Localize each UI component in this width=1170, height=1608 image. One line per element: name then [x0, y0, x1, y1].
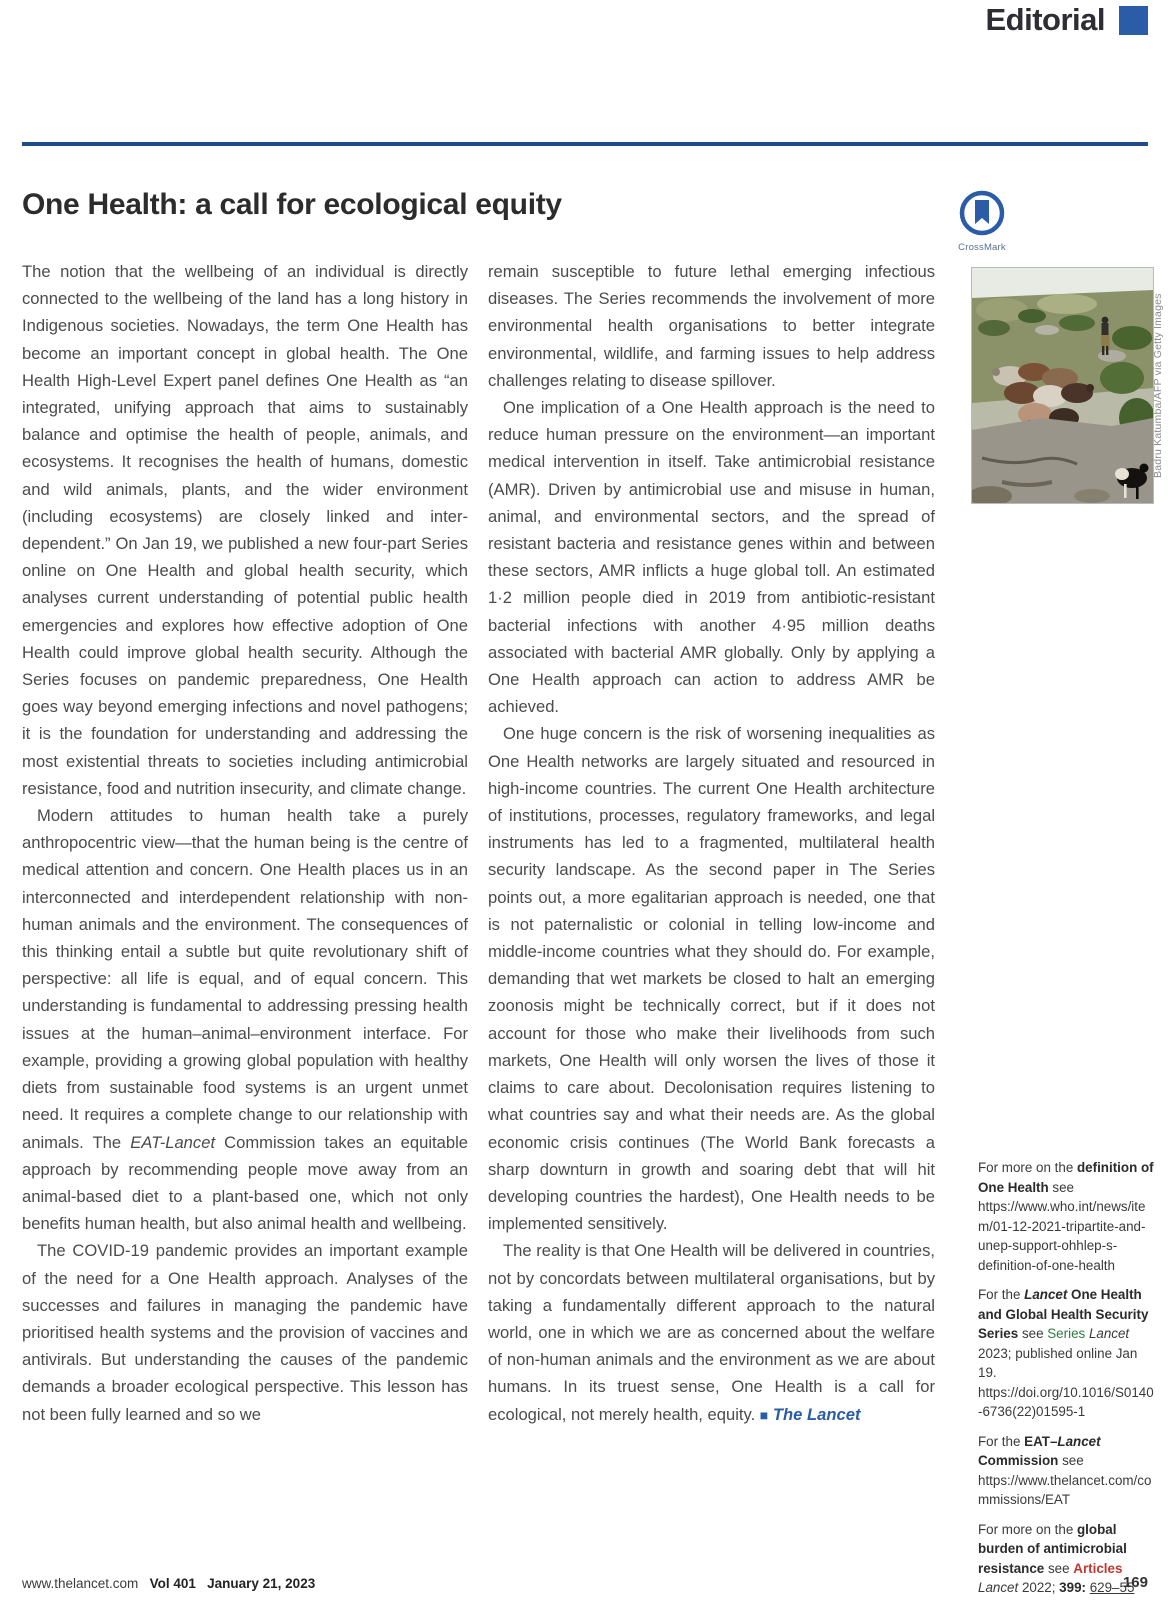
- lancet-signature: The Lancet: [772, 1404, 861, 1424]
- footer-journal-info: [22, 1576, 315, 1591]
- article-photo: [972, 268, 1153, 503]
- paragraph: [22, 802, 468, 1237]
- text-segment: The notion that the wellbeing of an individual is directly connected to the wellbeing of the land has a long history in Indigenous societies. Nowadays, the term One Health has become an important concept in global health. The One Health High-Level Expert panel defines One Health as “an integrated, unifying approach that aims to sustainably balance and optimise the health of people, animals, and ecosystems. It recognises the health of humans, domestic and wild animals, plants, and the wider environment (including ecosystems) are closely linked and inter-dependent.” On Jan 19, we published a new four-part Series online on One Health and global health security, which analyses current understanding of potential public health emergencies and explores how effective adoption of One Health could improve global health security. Although the Series focuses on pandemic preparedness, One Health goes way beyond emerging infections and novel pathogens; it is the foundation for understanding and addressing the most existential threats to societies including antimicrobial resistance, food and nutrition insecurity, and climate change.: [22, 262, 468, 798]
- crossmark-badge[interactable]: [952, 190, 1012, 253]
- text-segment: Modern attitudes to human health take a purely anthropocentric view—that the human being is the centre of medical attention and concern. One Health places us in an interconnected and interdependent relationship with non-human animals and the environment. The consequences of this thinking entail a subtle but quite revolutionary shift of perspective: all life is equal, and of equal concern. This understanding is fundamental to addressing pressing health issues at the human–animal–environment interface. For example, providing a growing global population with healthy diets from sustainable food systems is an urgent unmet need. It requires a complete change to our relationship with animals. The: [22, 806, 468, 1152]
- text-segment: Commission takes an equitable approach by recommending people move away from an animal-based diet to a plant-based one, which not only benefits human health, but also animal health and wellbeing.: [22, 1132, 468, 1234]
- text-segment: see https://www.thelancet.com/commissions/EAT: [978, 1453, 1152, 1507]
- section-header: [985, 2, 1148, 38]
- text-segment: One huge concern is the risk of worsening inequalities as One Health networks are largely situated and resourced in high-income countries. The current One Health architecture of institutions, processes, regulatory frameworks, and legal instruments has led to a fragmented, multilateral health security landscape. As the second paper in The Series points out, a more egalitarian approach is needed, one that is not paternalistic or colonial in telling low-income and middle-income countries what they should do. For example, demanding that wet markets be closed to halt an emerging zoonosis might be technically correct, but if it does not account for those who make their livelihoods from such markets, One Health will only worsen the lives of those it claims to care about. Decolonisation requires listening to what countries say and what their needs are. As the global economic crisis continues (The World Bank forecasts a sharp downturn in growth and soaring debt that will hit developing countries the hardest), One Health needs to be implemented sensitively.: [488, 724, 935, 1234]
- paragraph: [22, 258, 468, 802]
- text-segment: definition of One Health: [978, 1160, 1154, 1195]
- text-segment: see: [1044, 1560, 1074, 1576]
- page-number: 169: [1122, 1574, 1148, 1591]
- margin-note-eat-commission: [978, 1432, 1155, 1510]
- text-segment: 399:: [1059, 1580, 1086, 1595]
- text-segment: Lancet: [1024, 1287, 1068, 1302]
- text-segment: The reality is that One Health will be delivered in countries, not by concordats between multilateral organisations, but by taking a fundamentally different approach to the natural world, one in which we are as concerned about the welfare of non-human animals and the environment as we are about humans. In its truest sense, One Health is a call for ecological, not merely health, equity.: [488, 1241, 935, 1424]
- text-segment: Lancet: [978, 1580, 1019, 1595]
- text-segment: 2023; published online Jan 19. https://doi.org/10.1016/S0140-6736(22)01595-1: [978, 1345, 1154, 1419]
- articles-link: Articles: [1073, 1560, 1123, 1576]
- paragraph: [488, 394, 935, 720]
- text-segment: One implication of a One Health approach is the need to reduce human pressure on the environment—an important medical intervention in itself. Take antimicrobial resistance (AMR). Driven by antimicrobial use and misuse in human, animal, and environmental sectors, and the spread of resistant bacteria and resistance genes within and between these sectors, AMR inflicts a huge global toll. An estimated 1·2 million people died in 2019 from antibiotic-resistant bacterial infections with another 4·95 million deaths associated with bacterial AMR globally. Only by applying a One Health approach can action to address AMR be achieved.: [488, 398, 935, 717]
- paragraph: [488, 1237, 935, 1428]
- text-segment: global burden of antimicrobial resistance: [978, 1521, 1127, 1576]
- margin-note-series: [978, 1285, 1155, 1422]
- lancet-square-icon: ■: [759, 1406, 769, 1423]
- text-segment: [138, 1576, 149, 1591]
- footer-url: www.thelancet.com: [22, 1576, 139, 1591]
- text-segment: For the: [978, 1287, 1025, 1302]
- text-segment: 2022;: [1018, 1580, 1060, 1595]
- text-segment: EAT-Lancet: [130, 1132, 216, 1152]
- margin-notes: [978, 1158, 1155, 1608]
- margin-note-definition: [978, 1158, 1155, 1275]
- section-title: Editorial: [985, 2, 1105, 37]
- text-segment: [196, 1576, 207, 1591]
- text-segment: Lancet: [1057, 1433, 1101, 1449]
- text-segment: 629–55: [1089, 1580, 1135, 1595]
- series-link: Series: [1047, 1326, 1086, 1341]
- paragraph: [22, 1237, 468, 1427]
- text-segment: see: [1018, 1326, 1048, 1341]
- text-segment: EAT–: [1024, 1433, 1058, 1449]
- left-column: [22, 258, 468, 1428]
- paragraph: [488, 258, 935, 394]
- text-segment: Lancet: [1088, 1326, 1130, 1341]
- text-segment: January 21, 2023: [207, 1576, 316, 1591]
- right-column: [488, 258, 935, 1429]
- section-color-square-icon: [1119, 6, 1148, 35]
- crossmark-label: CrossMark: [958, 242, 1006, 253]
- text-segment: For the: [978, 1433, 1025, 1449]
- text-segment: For more on the: [978, 1160, 1077, 1175]
- text-segment: see https://www.who.int/news/item/01-12-2021-tripartite-and-unep-support-ohhlep-s-definition-of-one-health: [978, 1179, 1146, 1273]
- goat-herd-photo-illustration: [972, 268, 1153, 503]
- text-segment: Vol 401: [149, 1576, 196, 1591]
- text-segment: One Health and Global Health Security Series: [978, 1287, 1149, 1341]
- crossmark-icon: [959, 190, 1005, 236]
- text-segment: For more on the: [978, 1521, 1077, 1537]
- paragraph: [488, 720, 935, 1237]
- text-segment: remain susceptible to future lethal emerging infectious diseases. The Series recommends the involvement of more environmental health organisations to better integrate environmental, wildlife, and farming issues to help address challenges relating to disease spillover.: [488, 262, 935, 390]
- photo-credit: Badru Katumba/AFP via Getty Images: [1152, 293, 1164, 478]
- header-rule: [22, 142, 1148, 146]
- article-title: One Health: a call for ecological equity: [22, 188, 562, 221]
- text-segment: Commission: [978, 1453, 1059, 1468]
- text-segment: The COVID-19 pandemic provides an important example of the need for a One Health approach. Analyses of the successes and failures in managing the pandemic have prioritised health systems and the provision of vaccines and antivirals. But understanding the causes of the pandemic demands a broader ecological perspective. This lesson has not been fully learned and so we: [22, 1241, 468, 1424]
